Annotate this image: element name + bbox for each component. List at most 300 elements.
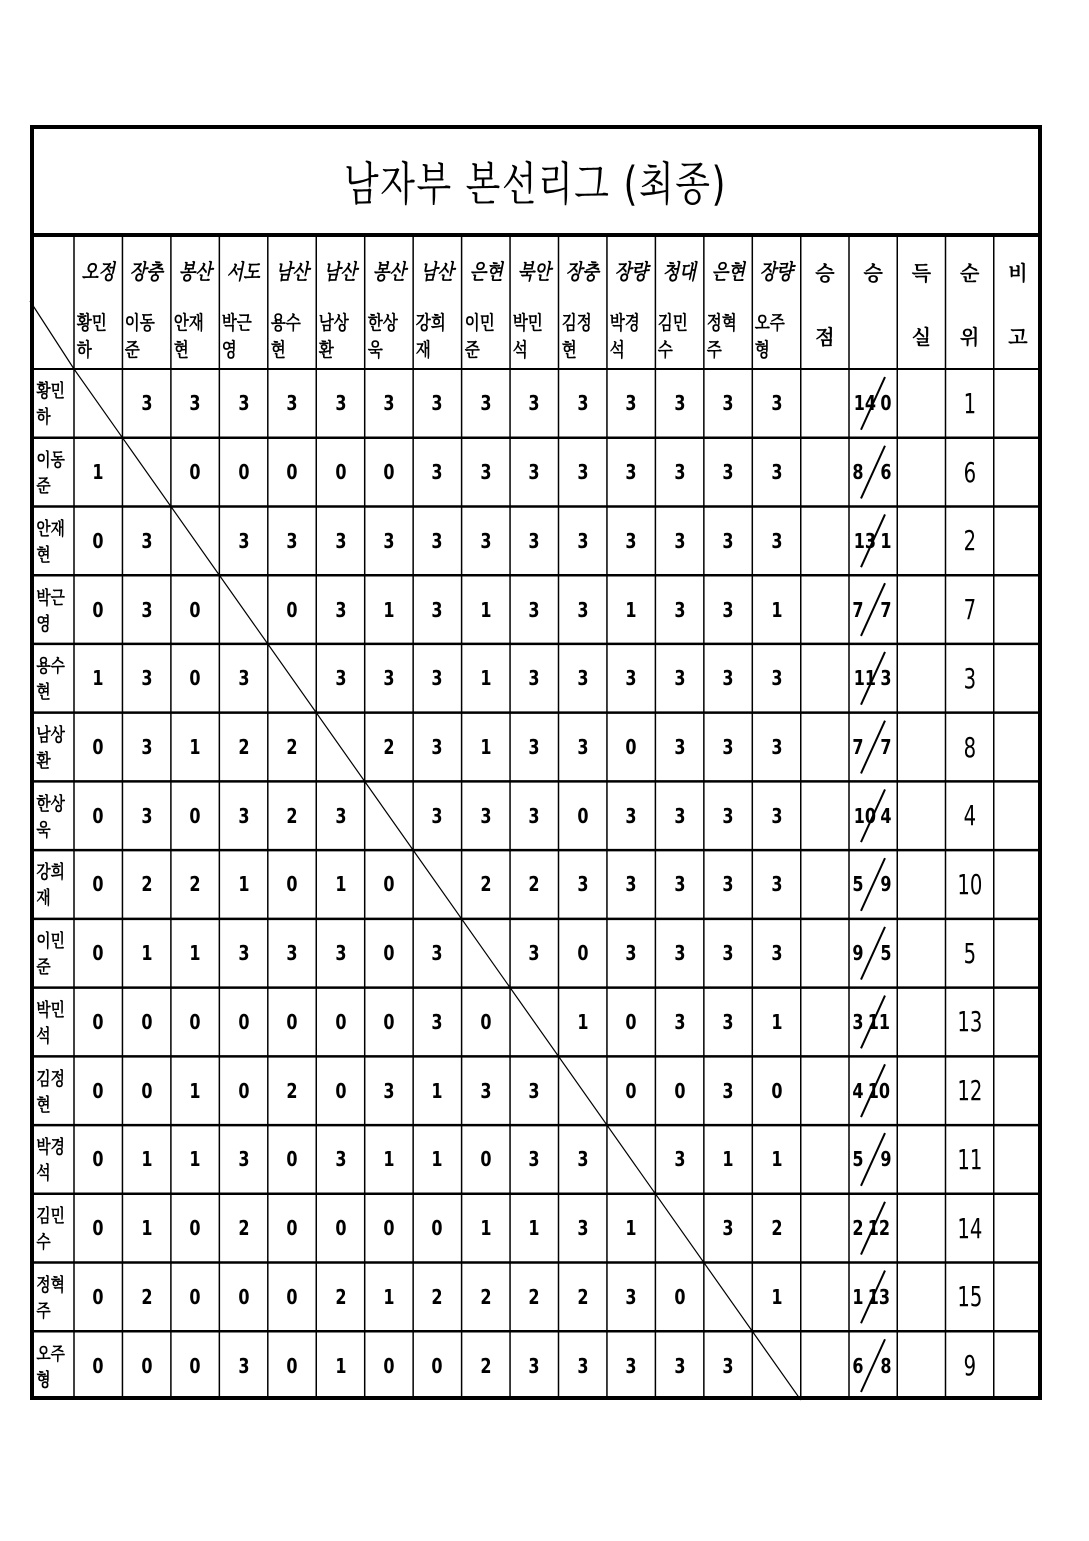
score-cell	[268, 988, 316, 1057]
score-cell	[752, 575, 800, 644]
rank-cell-text: 15	[957, 1280, 983, 1314]
score-cell	[268, 1194, 316, 1263]
score-cell-text: 0	[334, 1009, 347, 1034]
score-cell-text: 0	[237, 1009, 250, 1034]
score-cell-text: 1	[334, 1353, 347, 1378]
column-region-text: 봉산	[372, 260, 406, 284]
score-cell	[171, 1331, 219, 1400]
score-cell	[655, 1056, 703, 1125]
score-cell-text: 3	[674, 941, 686, 966]
score-cell	[171, 781, 219, 850]
score-cell-text: 3	[674, 1353, 686, 1378]
column-region-text: 서도	[226, 260, 261, 284]
score-cell	[559, 1125, 607, 1194]
score-cell-text: 0	[237, 1078, 250, 1103]
score-cell	[462, 1331, 510, 1400]
score-cell-text: 3	[770, 735, 783, 760]
score-cell	[704, 1331, 752, 1400]
column-name-text: 이동준	[125, 312, 156, 361]
score-cell-text: 1	[528, 1216, 540, 1241]
winloss-cell	[849, 1056, 897, 1125]
row-name-text: 정혁주	[36, 1274, 65, 1322]
score-cell-text: 2	[480, 1284, 492, 1309]
score-cell	[752, 713, 800, 782]
score-cell	[316, 1125, 364, 1194]
score-cell-text: 0	[286, 597, 298, 622]
score-cell-text: 3	[577, 1147, 589, 1172]
winloss-cell	[849, 575, 897, 644]
winloss-cell	[849, 850, 897, 919]
score-cell-text: 1	[383, 1284, 395, 1309]
score-cell-text: 0	[189, 666, 201, 691]
loss-count: 3	[880, 666, 892, 691]
score-cell-text: 3	[770, 803, 783, 828]
column-name	[266, 305, 318, 365]
column-region-text: 남산	[275, 260, 309, 284]
score-cell	[462, 506, 510, 575]
column-name	[702, 305, 754, 365]
column-name-text: 황민하	[76, 312, 107, 361]
score-cell-text: 3	[141, 735, 153, 760]
score-cell-text: 3	[431, 735, 443, 760]
column-region	[607, 241, 655, 301]
score-cell-text: 3	[480, 803, 492, 828]
score-cell-text: 3	[431, 391, 443, 416]
score-cell-text: 3	[237, 666, 250, 691]
score-cell	[510, 369, 558, 438]
loss-count: 9	[880, 872, 892, 897]
score-cell-text: 1	[189, 1078, 201, 1103]
score-cell-text: 3	[528, 666, 540, 691]
score-cell-text: 0	[92, 1009, 104, 1034]
score-cell-text: 0	[92, 597, 104, 622]
score-cell	[559, 1263, 607, 1332]
score-cell	[510, 1194, 558, 1263]
score-cell	[74, 713, 122, 782]
rank-cell-text: 13	[957, 1005, 983, 1039]
rank-cell	[946, 713, 994, 782]
score-cell-text: 3	[528, 1353, 540, 1378]
score-cell	[559, 919, 607, 988]
column-name-text: 박근영	[222, 312, 253, 361]
score-cell	[607, 781, 655, 850]
score-cell	[559, 1331, 607, 1400]
score-cell	[510, 919, 558, 988]
row-name	[30, 369, 80, 438]
score-cell	[171, 1056, 219, 1125]
score-cell	[316, 919, 364, 988]
winloss-header-text: 승	[863, 260, 883, 285]
row-name	[30, 988, 80, 1057]
win-count: 7	[852, 597, 864, 622]
win-count: 2	[852, 1216, 864, 1241]
win-count: 5	[852, 1147, 864, 1172]
column-name	[411, 305, 463, 365]
score-cell	[316, 781, 364, 850]
score-cell	[655, 988, 703, 1057]
score-cell	[122, 988, 170, 1057]
score-cell-text: 2	[141, 872, 153, 897]
rank-cell	[946, 1263, 994, 1332]
score-cell	[559, 781, 607, 850]
win-count: 13	[853, 528, 877, 553]
score-cell-text: 0	[625, 1009, 637, 1034]
note-header-text: 비	[1008, 260, 1028, 285]
score-cell-text: 0	[577, 941, 589, 966]
score-cell	[413, 919, 461, 988]
score-cell-text: 1	[141, 941, 153, 966]
score-cell-text: 0	[92, 1216, 104, 1241]
score-cell-text: 3	[286, 941, 298, 966]
column-name	[72, 305, 124, 365]
score-cell	[752, 781, 800, 850]
score-cell-text: 3	[722, 735, 734, 760]
score-cell	[510, 713, 558, 782]
score-cell	[316, 988, 364, 1057]
score-cell	[510, 1331, 558, 1400]
loss-count: 10	[868, 1078, 891, 1103]
score-cell	[655, 575, 703, 644]
score-cell	[607, 369, 655, 438]
score-cell	[219, 1125, 267, 1194]
column-region-text: 청대	[662, 260, 697, 284]
rank-cell	[946, 1125, 994, 1194]
score-cell-text: 0	[480, 1147, 492, 1172]
score-cell-text: 3	[674, 391, 686, 416]
win-count: 4	[852, 1078, 864, 1103]
score-cell	[655, 1263, 703, 1332]
score-cell-text: 0	[770, 1078, 783, 1103]
score-cell-text: 1	[383, 597, 395, 622]
score-cell	[219, 1331, 267, 1400]
score-cell	[510, 506, 558, 575]
score-cell-text: 3	[189, 391, 201, 416]
column-region-text: 봉산	[178, 260, 212, 284]
score-cell-text: 1	[383, 1147, 395, 1172]
column-name-text: 정혁주	[706, 312, 737, 361]
winloss-cell	[849, 1125, 897, 1194]
column-name	[120, 305, 172, 365]
column-name	[653, 305, 705, 365]
score-cell	[462, 850, 510, 919]
score-cell-text: 3	[674, 1009, 686, 1034]
win-count: 9	[852, 941, 864, 966]
score-cell-text: 3	[722, 1078, 734, 1103]
score-cell-text: 0	[189, 1284, 201, 1309]
score-cell-text: 3	[141, 528, 153, 553]
score-cell-text: 0	[286, 1009, 298, 1034]
score-cell-text: 1	[625, 597, 637, 622]
column-name-text: 박민석	[512, 312, 543, 361]
score-cell-text: 1	[189, 1147, 201, 1172]
row-name-text: 이민준	[36, 931, 65, 979]
score-cell	[704, 644, 752, 713]
score-cell-text: 3	[237, 1147, 250, 1172]
row-name-text: 한상욱	[36, 793, 65, 841]
score-cell	[122, 1331, 170, 1400]
score-cell	[316, 1263, 364, 1332]
score-cell	[316, 644, 364, 713]
score-cell-text: 1	[480, 735, 492, 760]
score-cell	[268, 369, 316, 438]
score-cell-text: 0	[674, 1284, 686, 1309]
score-cell	[510, 575, 558, 644]
score-cell-text: 3	[334, 803, 347, 828]
score-cell	[74, 850, 122, 919]
score-cell-text: 0	[334, 460, 347, 485]
score-cell	[268, 506, 316, 575]
score-cell-text: 3	[770, 528, 783, 553]
score-cell-text: 3	[334, 528, 347, 553]
score-cell	[510, 850, 558, 919]
score-cell	[365, 1056, 413, 1125]
row-name-text: 박경석	[36, 1137, 65, 1185]
score-cell-text: 3	[528, 391, 540, 416]
score-cell	[510, 438, 558, 507]
row-name	[30, 1263, 80, 1332]
score-cell	[607, 575, 655, 644]
score-cell	[74, 1056, 122, 1125]
score-cell-text: 3	[577, 666, 589, 691]
score-cell	[268, 575, 316, 644]
rank-cell-text: 7	[963, 593, 976, 627]
score-cell-text: 3	[625, 1284, 637, 1309]
column-region-text: 장량	[759, 260, 794, 284]
score-cell	[607, 713, 655, 782]
column-region	[510, 241, 558, 301]
win-count: 14	[853, 391, 877, 416]
score-cell	[462, 438, 510, 507]
points-header	[801, 241, 849, 301]
score-cell	[510, 644, 558, 713]
score-cell-text: 0	[334, 1078, 347, 1103]
column-region-text: 오정	[81, 260, 115, 284]
score-cell-text: 0	[286, 872, 298, 897]
score-cell	[74, 506, 122, 575]
score-cell-text: 0	[431, 1353, 443, 1378]
score-cell	[171, 575, 219, 644]
score-cell	[316, 506, 364, 575]
score-cell-text: 3	[770, 872, 783, 897]
column-region	[413, 241, 461, 301]
score-cell	[171, 438, 219, 507]
score-cell-text: 0	[189, 460, 201, 485]
score-cell	[752, 1056, 800, 1125]
score-cell-text: 1	[92, 666, 104, 691]
column-name-text: 한상욱	[367, 312, 398, 361]
score-cell	[365, 988, 413, 1057]
score-cell-text: 0	[625, 1078, 637, 1103]
winloss-cell	[849, 369, 897, 438]
win-count: 11	[853, 666, 877, 691]
win-count: 5	[852, 872, 864, 897]
score-cell	[219, 1263, 267, 1332]
score-cell	[268, 850, 316, 919]
row-name	[30, 781, 80, 850]
rank-cell-text: 8	[963, 730, 976, 764]
rank-header	[946, 241, 994, 301]
score-cell-text: 3	[722, 1353, 734, 1378]
column-name-text: 오주형	[755, 312, 786, 361]
score-cell-text: 3	[528, 803, 540, 828]
score-cell-text: 3	[625, 803, 637, 828]
score-cell	[74, 781, 122, 850]
score-cell-text: 3	[431, 528, 443, 553]
score-cell-text: 3	[237, 391, 250, 416]
score-cell	[413, 1194, 461, 1263]
score-cell	[704, 1194, 752, 1263]
score-cell	[752, 1194, 800, 1263]
score-cell-text: 1	[722, 1147, 734, 1172]
score-cell	[365, 438, 413, 507]
score-cell	[365, 575, 413, 644]
score-cell-text: 3	[625, 1353, 637, 1378]
score-cell-text: 0	[237, 460, 250, 485]
column-name-text: 김정현	[561, 312, 592, 361]
score-cell	[122, 644, 170, 713]
score-cell	[122, 919, 170, 988]
column-name-text: 남상환	[318, 312, 350, 361]
score-cell-text: 2	[480, 872, 492, 897]
score-cell	[219, 644, 267, 713]
score-cell	[704, 575, 752, 644]
score-cell-text: 3	[625, 391, 637, 416]
score-cell	[559, 1194, 607, 1263]
score-cell	[510, 1056, 558, 1125]
score-cell	[462, 644, 510, 713]
score-cell	[752, 506, 800, 575]
score-cell-text: 3	[431, 941, 443, 966]
goals-header-text: 실	[911, 324, 932, 349]
winloss-cell	[849, 1331, 897, 1400]
score-cell-text: 0	[189, 1009, 201, 1034]
score-cell-text: 3	[431, 666, 443, 691]
column-region-text: 장충	[566, 260, 600, 284]
row-name	[30, 1331, 80, 1400]
score-cell	[268, 781, 316, 850]
score-cell	[316, 1056, 364, 1125]
score-cell	[171, 850, 219, 919]
note-header	[994, 305, 1042, 365]
score-cell-text: 3	[674, 666, 686, 691]
row-name	[30, 644, 80, 713]
loss-count: 11	[868, 1009, 891, 1034]
score-cell-text: 3	[237, 528, 250, 553]
win-count: 3	[852, 1009, 864, 1034]
score-cell-text: 3	[334, 1147, 347, 1172]
score-cell-text: 2	[528, 1284, 540, 1309]
column-name-text: 용수현	[270, 312, 301, 361]
score-cell	[704, 369, 752, 438]
score-cell	[268, 438, 316, 507]
score-cell	[462, 575, 510, 644]
column-name-text: 안재현	[173, 312, 204, 361]
score-cell	[704, 919, 752, 988]
score-cell	[559, 850, 607, 919]
league-table	[30, 125, 1042, 1400]
score-cell	[171, 1263, 219, 1332]
score-cell	[219, 1056, 267, 1125]
score-cell-text: 3	[674, 460, 686, 485]
column-region-text: 남산	[323, 260, 358, 284]
row-name	[30, 919, 80, 988]
score-cell	[462, 1125, 510, 1194]
score-cell	[268, 713, 316, 782]
score-cell-text: 2	[237, 1216, 250, 1241]
rank-cell	[946, 644, 994, 713]
score-cell-text: 0	[286, 1284, 298, 1309]
score-cell-text: 3	[722, 528, 734, 553]
score-cell-text: 1	[577, 1009, 589, 1034]
score-cell-text: 3	[334, 666, 347, 691]
score-cell-text: 3	[722, 597, 734, 622]
score-cell	[752, 369, 800, 438]
score-cell-text: 3	[431, 597, 443, 622]
score-cell	[122, 506, 170, 575]
score-cell-text: 0	[141, 1009, 153, 1034]
score-cell-text: 3	[431, 1009, 443, 1034]
score-cell	[752, 1125, 800, 1194]
score-cell	[316, 1194, 364, 1263]
score-cell-text: 1	[189, 735, 201, 760]
row-name	[30, 713, 80, 782]
score-cell-text: 0	[674, 1078, 686, 1103]
score-cell-text: 3	[722, 1009, 734, 1034]
score-cell	[704, 850, 752, 919]
score-cell-text: 0	[189, 1353, 201, 1378]
score-cell	[219, 1194, 267, 1263]
score-cell	[74, 1125, 122, 1194]
column-region	[462, 241, 510, 301]
score-cell-text: 3	[141, 597, 153, 622]
score-cell	[655, 369, 703, 438]
score-cell-text: 1	[480, 597, 492, 622]
score-cell	[171, 1125, 219, 1194]
score-cell-text: 0	[189, 1216, 201, 1241]
score-cell	[607, 988, 655, 1057]
score-cell	[413, 644, 461, 713]
score-cell-text: 3	[674, 597, 686, 622]
score-cell-text: 1	[189, 941, 201, 966]
winloss-cell	[849, 438, 897, 507]
score-cell	[268, 919, 316, 988]
score-cell-text: 3	[674, 1147, 686, 1172]
loss-count: 9	[880, 1147, 892, 1172]
score-cell-text: 0	[92, 803, 104, 828]
column-region	[268, 241, 316, 301]
row-name-text: 박민석	[36, 999, 65, 1047]
score-cell-text: 3	[286, 528, 298, 553]
score-cell-text: 0	[383, 1009, 395, 1034]
goals-header-text: 득	[911, 260, 932, 285]
winloss-cell	[849, 713, 897, 782]
score-cell	[559, 438, 607, 507]
score-cell-text: 3	[528, 460, 540, 485]
score-cell	[171, 1194, 219, 1263]
score-cell-text: 3	[528, 597, 540, 622]
score-cell	[74, 919, 122, 988]
column-name	[314, 305, 366, 365]
score-cell-text: 1	[334, 872, 347, 897]
row-name	[30, 1125, 80, 1194]
score-cell-text: 3	[383, 666, 395, 691]
column-region	[655, 241, 703, 301]
score-cell-text: 3	[286, 391, 298, 416]
row-name	[30, 850, 80, 919]
score-cell	[704, 988, 752, 1057]
score-cell	[607, 1194, 655, 1263]
score-cell	[122, 781, 170, 850]
